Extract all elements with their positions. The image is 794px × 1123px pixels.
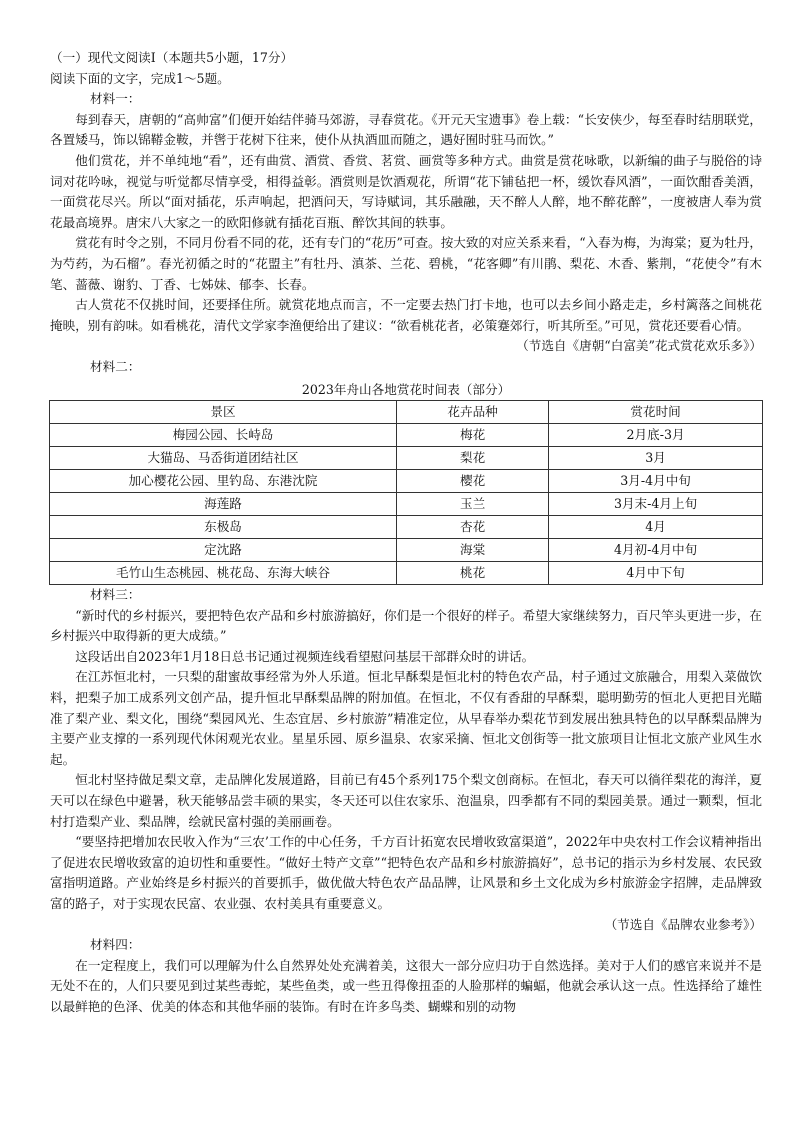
material3-paragraph-1: “新时代的乡村振兴，要把特色农产品和乡村旅游搞好，你们是一个很好的样子。希望大家继续努力，百尺竿头更进一步，在乡村振兴中取得新的更大成绩。” [50,607,762,644]
table-row [50,562,763,585]
table-cell: 海棠 [397,539,549,562]
instruction: 阅读下面的文字，完成1～5题。 [50,70,230,86]
table-cell: 2月底-3月 [549,424,763,447]
table-cell: 4月 [549,516,763,539]
table-cell: 3月-4月中旬 [549,470,763,493]
material1-paragraph-2: 他们赏花，并不单纯地“看”，还有曲赏、酒赏、香赏、茗赏、画赏等多种方式。曲赏是赏花咏歌，以新编的曲子与脱俗的诗词对花吟咏，视觉与听觉都尽情享受，相得益彰。酒赏则是饮酒观花，所谓“花下铺毡把一杯，缓饮春风酒”，一面饮酣香美酒，一面赏花尽兴。所以“面对插花，乐声响起，把酒问天，写诗赋词，其乐融融，天不醉人人醉，地不醉花醉”，一度被唐人奉为赏花最高境界。唐宋八大家之一的欧阳修就有插花百瓶、醉饮其间的轶事。 [50,152,762,230]
table-cell: 大猫岛、马岙街道团结社区 [50,447,397,470]
table-cell: 玉兰 [397,493,549,516]
table-cell: 樱花 [397,470,549,493]
table-row [50,424,763,447]
exam-page [50,48,762,1018]
material3-paragraph-3: 在江苏恒北村，一只梨的甜蜜故事经常为外人乐道。恒北早酥梨是恒北村的特色农产品，村子通过文旅融合，用梨入菜做饮料，把梨子加工成系列文创产品，提升恒北早酥梨品牌的附加值。在恒北，不仅有香甜的早酥梨，聪明勤劳的恒北人更把目光瞄准了梨产业、梨文化，围绕“梨园风光、生态宜居、乡村旅游”精准定位，从早春举办梨花节到发展出独具特色的以早酥梨品牌为主要产业支撑的一系列现代休闲观光农业。星星乐园、原乡温泉、农家采摘、恒北文创街等一批文旅项目让恒北文旅产业风生水起。 [50,669,762,767]
table-row [50,470,763,493]
table-caption: 2023年舟山各地赏花时间表（部分） [301,381,511,397]
material4-paragraph-1: 在一定程度上，我们可以理解为什么自然界处处充满着美，这很大一部分应归功于自然选择。美对于人们的感官来说并不是无处不在的，人们只要见到过某些毒蛇，某些鱼类，或一些丑得像扭歪的人脸那样的蝙蝠，他就会承认这一点。性选择给了雄性以最鲜艳的色泽、优美的体态和其他华丽的装饰。有时在许多鸟类、蝴蝶和别的动物 [50,957,762,1014]
material4-label: 材料四： [90,937,141,953]
flower-schedule-table [49,400,763,585]
table-cell: 海莲路 [50,493,397,516]
table-header-cell: 赏花时间 [549,401,763,424]
material3-paragraph-5: “要坚持把增加农民收入作为“三农’工作的中心任务，千方百计拓宽农民增收致富渠道”，2022年中央农村工作会议精神指出了促进农民增收致富的迫切性和重要性。“做好土特产文章”“把特色农产品和乡村旅游搞好”，总书记的指示为乡村发展、农民致富指明道路。产业始终是乡村振兴的首要抓手，做优做大特色农产品品牌，让风景和乡土文化成为乡村旅游金字招牌，走品牌致富的路子，对于实现农民富、农业强、农村美具有重要意义。 [50,834,762,911]
material1-paragraph-4: 古人赏花不仅挑时间，还要择住所。就赏花地点而言，不一定要去热门打卡地，也可以去乡间小路走走，乡村篱落之间桃花掩映，别有韵味。如看桃花，清代文学家李渔便给出了建议：“欲看桃花者，必策蹇郊行，听其所至。”可见，赏花还要看心情。 [50,297,762,333]
material2-label: 材料二： [90,358,141,374]
table-cell: 4月初-4月中旬 [549,539,763,562]
material1-paragraph-3: 赏花有时令之别，不同月份看不同的花，还有专门的“花历”可查。按大致的对应关系来看，“入春为梅，为海棠；夏为牡丹，为芍药，为石榴”。春光初循之时的“花盟主”有牡丹、滇茶、兰花、碧桃，“花客卿”有川鹃、梨花、木香、紫荆，“花使令”有木笔、蔷薇、谢豹、丁香、七姊妹、郁李、长春。 [50,235,762,292]
table-header-cell: 花卉品种 [397,401,549,424]
table-row [50,539,763,562]
table-cell: 3月末-4月上旬 [549,493,763,516]
table-cell: 桃花 [397,562,549,585]
table-row [50,447,763,470]
table-cell: 梅园公园、长峙岛 [50,424,397,447]
table-header-cell: 景区 [50,401,397,424]
material1-source: （节选自《唐朝“白富美”花式赏花欢乐多》） [516,338,762,354]
material3-paragraph-4: 恒北村坚持做足梨文章，走品牌化发展道路，目前已有45个系列175个梨文创商标。在恒北，春天可以徜徉梨花的海洋，夏天可以在绿色中避暑，秋天能够品尝丰硕的果实，冬天还可以住农家乐、泡温泉，四季都有不同的梨园美景。通过一颗梨，恒北村打造梨产业、梨品牌，绘就民富村强的美丽画卷。 [50,772,762,829]
material3-source: （节选自《品牌农业参考》） [604,916,762,932]
table-cell: 毛竹山生态桃园、桃花岛、东海大峡谷 [50,562,397,585]
material1-label: 材料一： [90,91,141,107]
table-row [50,516,763,539]
table-cell: 梅花 [397,424,549,447]
material1-paragraph-1: 每到春天，唐朝的“高帅富”们便开始结伴骑马郊游，寻春赏花。《开元天宝遗事》卷上载：“长安侠少，每至春时结朋联党，各置矮马，饰以锦鞯金鞍，并辔于花树下往来，使仆从执酒皿而随之，遇好囿时驻马而饮。” [50,111,762,148]
table-cell: 4月中下旬 [549,562,763,585]
table-cell: 东极岛 [50,516,397,539]
material3-paragraph-2: 这段话出自2023年1月18日总书记通过视频连线看望慰问基层干部群众时的讲话。 [75,648,535,664]
table-header-row [50,401,763,424]
material3-label: 材料三： [90,587,141,603]
table-cell: 3月 [549,447,763,470]
table-cell: 加心樱花公园、里钓岛、东港沈院 [50,470,397,493]
table-cell: 杏花 [397,516,549,539]
table-cell: 梨花 [397,447,549,470]
table-cell: 定沈路 [50,539,397,562]
table-row [50,493,763,516]
section-title: （一）现代文阅读Ⅰ（本题共5小题，17分） [50,50,294,65]
